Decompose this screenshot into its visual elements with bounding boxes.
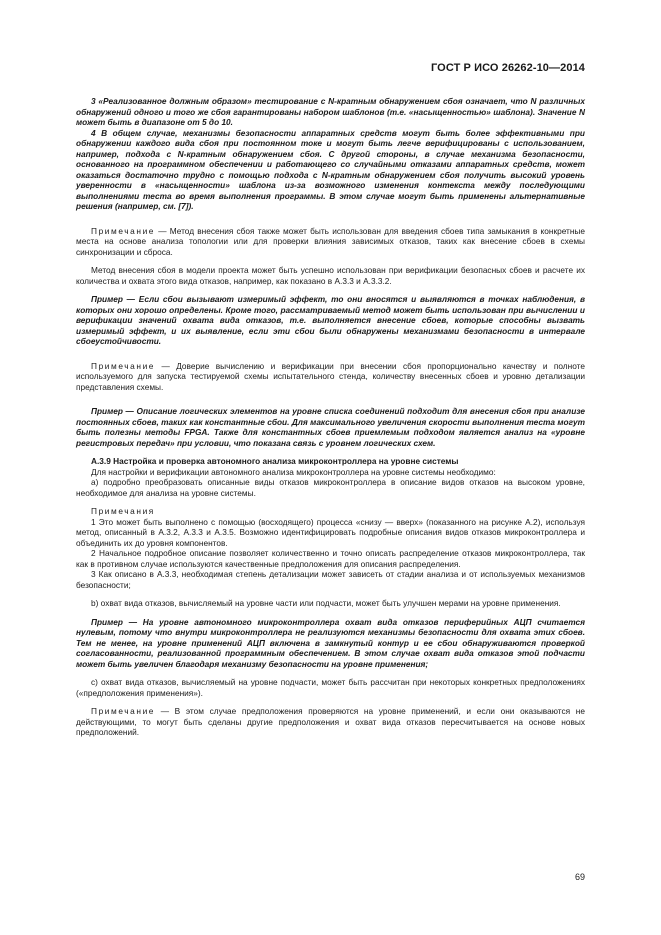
paragraph-setup: Для настройки и верификации автономного анализа микроконтроллера на уровне системы необходимо: (91, 466, 496, 477)
note-text: — В этом случае предположения проверяются на уровне применений, и если они оказываются не действующими, то могут быть сделаны другие предположения и охват вида отказов пересчитывается на основе новых предположений. (76, 706, 585, 737)
note-item-1: 1 Это может быть выполнено с помощью (восходящего) процесса «снизу — вверх» (показанного на рисунке А.2), используя метод, описанный в А.3.2, А.3.3 и А.3.5. Возможно идентифицировать подробные описания видов отказов микроконтроллера и объединить их до уровня компонентов. (76, 516, 585, 548)
page-content (76, 96, 585, 738)
example-netlist: Пример — Описание логических элементов на уровне списка соединений подходит для внесения сбоя при анализе постоянных сбоев, таких как константные сбои. Для максимального увеличения скорости выполнения теста могут быть полезны методы FPGA. Также для константных сбоев приемлемым подходом является анализ на «уровне регистровых передач» при условии, что показана связь с уровнем логических схем. (76, 406, 585, 448)
paragraph-safety-mechanisms: 4 В общем случае, механизмы безопасности аппаратных средств могут быть более эффективными при обнаружении каждого вида сбоя при постоянном токе и могут быть легче верифицированы с использованием, например, подхода с N-кратным обнаружением сбоя. С другой стороны, в случае механизма безопасности, основанного на программном обеспечении и работающего со случайными отказами аппаратных средств, может оказаться достаточно трудно с помощью подхода с N-кратным обнаружением сбоя получить высокий уровень уверенности в «насыщенности» шаблона из-за возможного изменения контекста между последующими выполнениями теста во время выполнения программы. В этом случае могут быть применены альтернативные решения (например, см. [7]). (76, 127, 585, 211)
note-item-2: 2 Начальное подробное описание позволяет количественно и точно описать распределение отказов микроконтроллера, так как в противном случае используются качественные предположения для описания распределения. (76, 548, 585, 569)
document-header: ГОСТ Р ИСО 26262-10—2014 (430, 62, 585, 74)
paragraph-n-detect: 3 «Реализованное должным образом» тестирование с N-кратным обнаружением сбоя означает, что N различных обнаружений одного и того же сбоя гарантированы набором шаблонов (т.е. «насыщенностью» шаблона). Значение N может быть в диапазоне от 5 до 10. (76, 96, 585, 127)
note-assumptions (76, 706, 585, 738)
note-confidence (76, 361, 585, 393)
list-item-c: c) охват вида отказов, вычисляемый на уровне подчасти, может быть рассчитан при некоторых конкретных предположениях («предположения применения»). (76, 677, 585, 698)
note-label: Примечание (91, 706, 156, 716)
note-text: — Доверие вычислению и верификации при внесении сбоя пропорционально качеству и полноте используемого для запуска тестируемой схемы испытательного стенда, количеству внесенных сбоев и уровню детализации представления схемы. (76, 360, 585, 392)
note-label: Примечание (91, 360, 156, 371)
note-text: — Метод внесения сбоя также может быть использован для введения сбоев типа замыкания в конкретные места на основе анализа топологии или для проверки влияния зависимых отказов, таких как внесение сбоев в схемы синхронизации и сброса. (76, 225, 585, 257)
note-label: Примечание (91, 225, 156, 236)
paragraph-fault-injection-method: Метод внесения сбоя в модели проекта может быть успешно использован при верификации безопасных сбоев и расчете их количества и охвата этого вида отказов, например, как показано в А.3.3 и А.3.3.2. (76, 265, 585, 286)
example-adc: Пример — На уровне автономного микроконтроллера охват вида отказов периферийных АЦП считается нулевым, потому что внутри микроконтроллера не реализуются механизмы безопасности для охвата этих сбоев. Тем не менее, на уровне применений АЦП включена в замкнутый контур и ее сбои обнаруживаются проверкой согласованности, реализованной программным обеспечением. В этом случае охват вида отказов этой подчасти может быть увеличен благодаря механизму безопасности на уровне применения; (76, 616, 585, 669)
section-heading-a39: А.3.9 Настройка и проверка автономного анализа микроконтроллера на уровне системы (91, 456, 459, 466)
list-item-a: а) подробно преобразовать описанные виды отказов микроконтроллера в описание видов отказов на высоком уровне, необходимое для анализа на уровне системы. (76, 477, 585, 498)
list-item-b: b) охват вида отказов, вычисляемый на уровне части или подчасти, может быть улучшен мерами на уровне применения. (91, 598, 561, 608)
note-fault-injection (76, 226, 585, 258)
example-measurable-effect: Пример — Если сбои вызывают измеримый эффект, то они вносятся и выявляются в точках наблюдения, в которых они хорошо определены. Кроме того, рассматриваемый метод может быть использован при вычислении и верификации значений охвата вида отказов, т.е. выполняется внесение сбоев, которые способны вызвать измеримый эффект, и их выявление, если эти сбои были обнаружены механизмами безопасности в интервале сбоеустойчивости. (76, 294, 585, 346)
note-item-3: 3 Как описано в А.3.3, необходимая степень детализации может зависеть от стадии анализа и от используемых механизмов безопасности; (76, 569, 585, 590)
page-number: 69 (574, 872, 585, 882)
notes-label: Примечания (91, 506, 155, 516)
